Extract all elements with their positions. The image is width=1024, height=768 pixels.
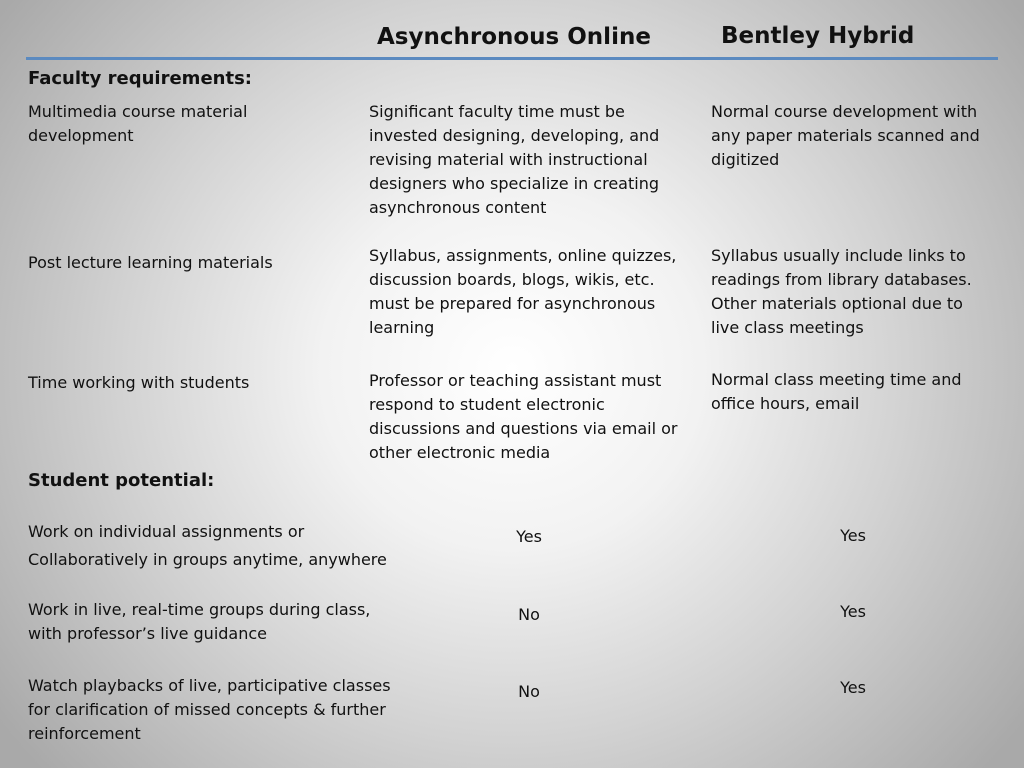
- faculty-row-3-async: Professor or teaching assistant must respond to student electronic discussions and questions via email or other electronic media: [369, 371, 678, 462]
- section-title-faculty: Faculty requirements:: [28, 68, 252, 89]
- header-divider: [26, 57, 998, 60]
- student-row-2-async: No: [518, 605, 540, 624]
- section-title-student: Student potential:: [28, 470, 215, 491]
- student-row-1-async: Yes: [516, 527, 542, 546]
- faculty-row-2-hybrid: Syllabus usually include links to readings from library databases. Other materials optional due to live class meetings: [711, 246, 972, 337]
- faculty-row-3-hybrid: Normal class meeting time and office hours, email: [711, 370, 962, 413]
- student-row-1-hybrid: Yes: [840, 526, 866, 545]
- faculty-row-2-label: Post lecture learning materials: [28, 253, 273, 272]
- faculty-row-2-async: Syllabus, assignments, online quizzes, discussion boards, blogs, wikis, etc. must be prepared for asynchronous learning: [369, 246, 677, 337]
- faculty-row-1-async: Significant faculty time must be invested designing, developing, and revising material with instructional designers who specialize in creating asynchronous content: [369, 102, 660, 217]
- faculty-row-1-hybrid: Normal course development with any paper materials scanned and digitized: [711, 102, 980, 169]
- student-row-3-async: No: [518, 682, 540, 701]
- student-row-3-label: Watch playbacks of live, participative classes for clarification of missed concepts & further reinforcement: [28, 676, 391, 743]
- header-bentley-hybrid: Bentley Hybrid: [721, 23, 915, 49]
- faculty-row-3-label: Time working with students: [28, 373, 250, 392]
- student-row-3-hybrid: Yes: [840, 678, 866, 697]
- student-row-1-label: Work on individual assignments or Collaboratively in groups anytime, anywhere: [28, 522, 387, 569]
- faculty-row-1-label: Multimedia course material development: [28, 102, 248, 145]
- header-asynchronous-online: Asynchronous Online: [377, 24, 651, 50]
- student-row-2-label: Work in live, real-time groups during class, with professor’s live guidance: [28, 600, 371, 643]
- student-row-2-hybrid: Yes: [840, 602, 866, 621]
